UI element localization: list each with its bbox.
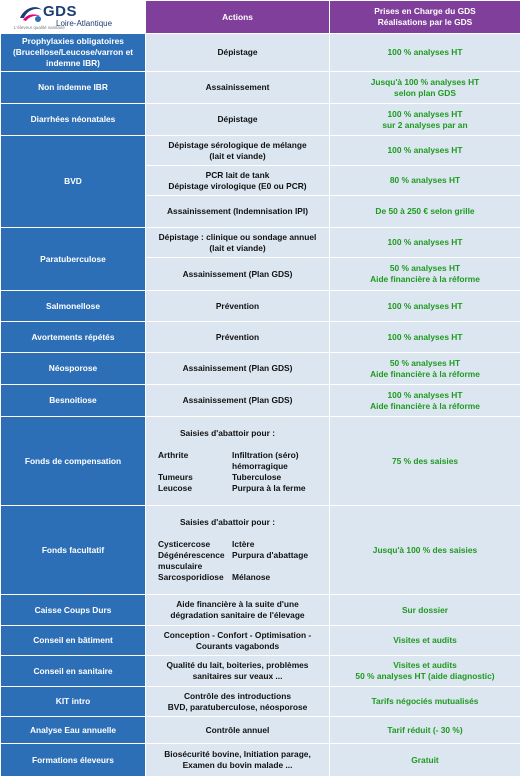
pec-cell: 100 % analyses HT [330, 136, 520, 166]
pec-cell: 50 % analyses HT Aide financière à la réforme [330, 353, 520, 385]
table-row [1, 34, 520, 72]
saisie-item: Arthrite [158, 450, 232, 472]
pec-cell: 80 % analyses HT [330, 166, 520, 196]
saisie-item: Leucose [158, 483, 232, 494]
table-row [1, 228, 520, 258]
action-cell: Assainissement (Plan GDS) [146, 353, 330, 385]
saisie-list [158, 539, 327, 583]
saisie-item: Tuberculose [232, 472, 328, 483]
table-row [1, 717, 520, 744]
table-row [1, 291, 520, 322]
header-actions: Actions [146, 1, 330, 34]
category-cell: KIT intro [1, 687, 146, 717]
gds-logo [0, 0, 145, 33]
gds-swoosh-icon [18, 4, 44, 24]
action-cell: Assainissement (Plan GDS) [146, 385, 330, 417]
action-cell [146, 506, 330, 595]
category-cell: Caisse Coups Durs [1, 595, 146, 626]
pec-cell: Tarifs négociés mutualisés [330, 687, 520, 717]
action-cell: Dépistage : clinique ou sondage annuel (lait et viande) [146, 228, 330, 258]
header-prises-en-charge: Prises en Charge du GDS Réalisations par le GDS [330, 1, 520, 34]
table-row [1, 72, 520, 104]
action-cell: Prévention [146, 322, 330, 353]
saisie-item: Ictère [232, 539, 328, 550]
pec-cell: Visites et audits 50 % analyses HT (aide diagnostic) [330, 656, 520, 687]
table-row [1, 506, 520, 595]
category-cell: Paratuberculose [1, 228, 146, 291]
saisie-title: Saisies d'abattoir pour : [128, 428, 327, 439]
saisie-item: Mélanose [232, 572, 328, 583]
category-cell: Non indemne IBR [1, 72, 146, 104]
saisie-item: Purpura à la ferme [232, 483, 328, 494]
saisie-item: Sarcosporidiose [158, 572, 232, 583]
category-cell: Analyse Eau annuelle [1, 717, 146, 744]
category-cell: Salmonellose [1, 291, 146, 322]
table-row [1, 136, 520, 166]
pec-cell: Jusqu'à 100 % analyses HT selon plan GDS [330, 72, 520, 104]
action-cell [146, 417, 330, 506]
table-row [1, 656, 520, 687]
saisie-item: Cysticercose [158, 539, 232, 550]
table-row [1, 104, 520, 136]
category-cell: Avortements répétés [1, 322, 146, 353]
category-cell: Fonds de compensation [1, 417, 146, 506]
action-cell: Biosécurité bovine, Initiation parage, Examen du bovin malade ... [146, 744, 330, 777]
saisie-item: Dégénérescence musculaire [158, 550, 232, 572]
logo-subtitle: Loire-Atlantique [56, 19, 112, 28]
pec-cell: Gratuit [330, 744, 520, 777]
logo-name: GDS [43, 3, 77, 20]
pec-cell: Tarif réduit (- 30 %) [330, 717, 520, 744]
saisie-item: Purpura d'abattage [232, 550, 328, 572]
action-cell: Aide financière à la suite d'une dégradation sanitaire de l'élevage [146, 595, 330, 626]
action-cell: Qualité du lait, boiteries, problèmes sanitaires sur veaux ... [146, 656, 330, 687]
pec-cell: De 50 à 250 € selon grille [330, 196, 520, 228]
action-cell: Conception - Confort - Optimisation - Courants vagabonds [146, 626, 330, 656]
category-cell: Conseil en sanitaire [1, 656, 146, 687]
category-cell: BVD [1, 136, 146, 228]
pec-cell: 100 % analyses HT [330, 34, 520, 72]
table-row [1, 744, 520, 777]
saisie-item: Infiltration (séro) hémorragique [232, 450, 328, 472]
table-row [1, 353, 520, 385]
table-row [1, 626, 520, 656]
pec-cell: 100 % analyses HT [330, 228, 520, 258]
action-cell: Prévention [146, 291, 330, 322]
pec-cell: Sur dossier [330, 595, 520, 626]
action-cell: Dépistage [146, 104, 330, 136]
pec-cell: Visites et audits [330, 626, 520, 656]
action-cell: Assainissement (Indemnisation IPI) [146, 196, 330, 228]
pec-cell: 100 % analyses HT [330, 322, 520, 353]
table-row [1, 595, 520, 626]
action-cell: Dépistage [146, 34, 330, 72]
saisie-list [158, 450, 327, 494]
table-row [1, 385, 520, 417]
category-cell: Diarrhées néonatales [1, 104, 146, 136]
pec-cell: 100 % analyses HT Aide financière à la réforme [330, 385, 520, 417]
table-row [1, 322, 520, 353]
action-cell: Assainissement [146, 72, 330, 104]
pec-cell: 100 % analyses HT sur 2 analyses par an [330, 104, 520, 136]
pec-cell: 100 % analyses HT [330, 291, 520, 322]
category-cell: Besnoitiose [1, 385, 146, 417]
category-cell: Fonds facultatif [1, 506, 146, 595]
saisie-item: Tumeurs [158, 472, 232, 483]
action-cell: Assainissement (Plan GDS) [146, 258, 330, 291]
category-cell: Conseil en bâtiment [1, 626, 146, 656]
saisie-title: Saisies d'abattoir pour : [128, 517, 327, 528]
logo-tagline: L'éleveur qualité sanitaire [14, 25, 65, 30]
action-cell: Contrôle annuel [146, 717, 330, 744]
table-row [1, 687, 520, 717]
pec-cell: 50 % analyses HT Aide financière à la réforme [330, 258, 520, 291]
table-row [1, 417, 520, 506]
action-cell: Dépistage sérologique de mélange (lait et viande) [146, 136, 330, 166]
action-cell: PCR lait de tank Dépistage virologique (E0 ou PCR) [146, 166, 330, 196]
pec-cell: Jusqu'à 100 % des saisies [330, 506, 520, 595]
category-cell: Néosporose [1, 353, 146, 385]
category-cell: Formations éleveurs [1, 744, 146, 777]
action-cell: Contrôle des introductions BVD, paratuberculose, néosporose [146, 687, 330, 717]
pec-cell: 75 % des saisies [330, 417, 520, 506]
category-cell: Prophylaxies obligatoires (Brucellose/Leucose/varron et indemne IBR) [1, 34, 146, 72]
